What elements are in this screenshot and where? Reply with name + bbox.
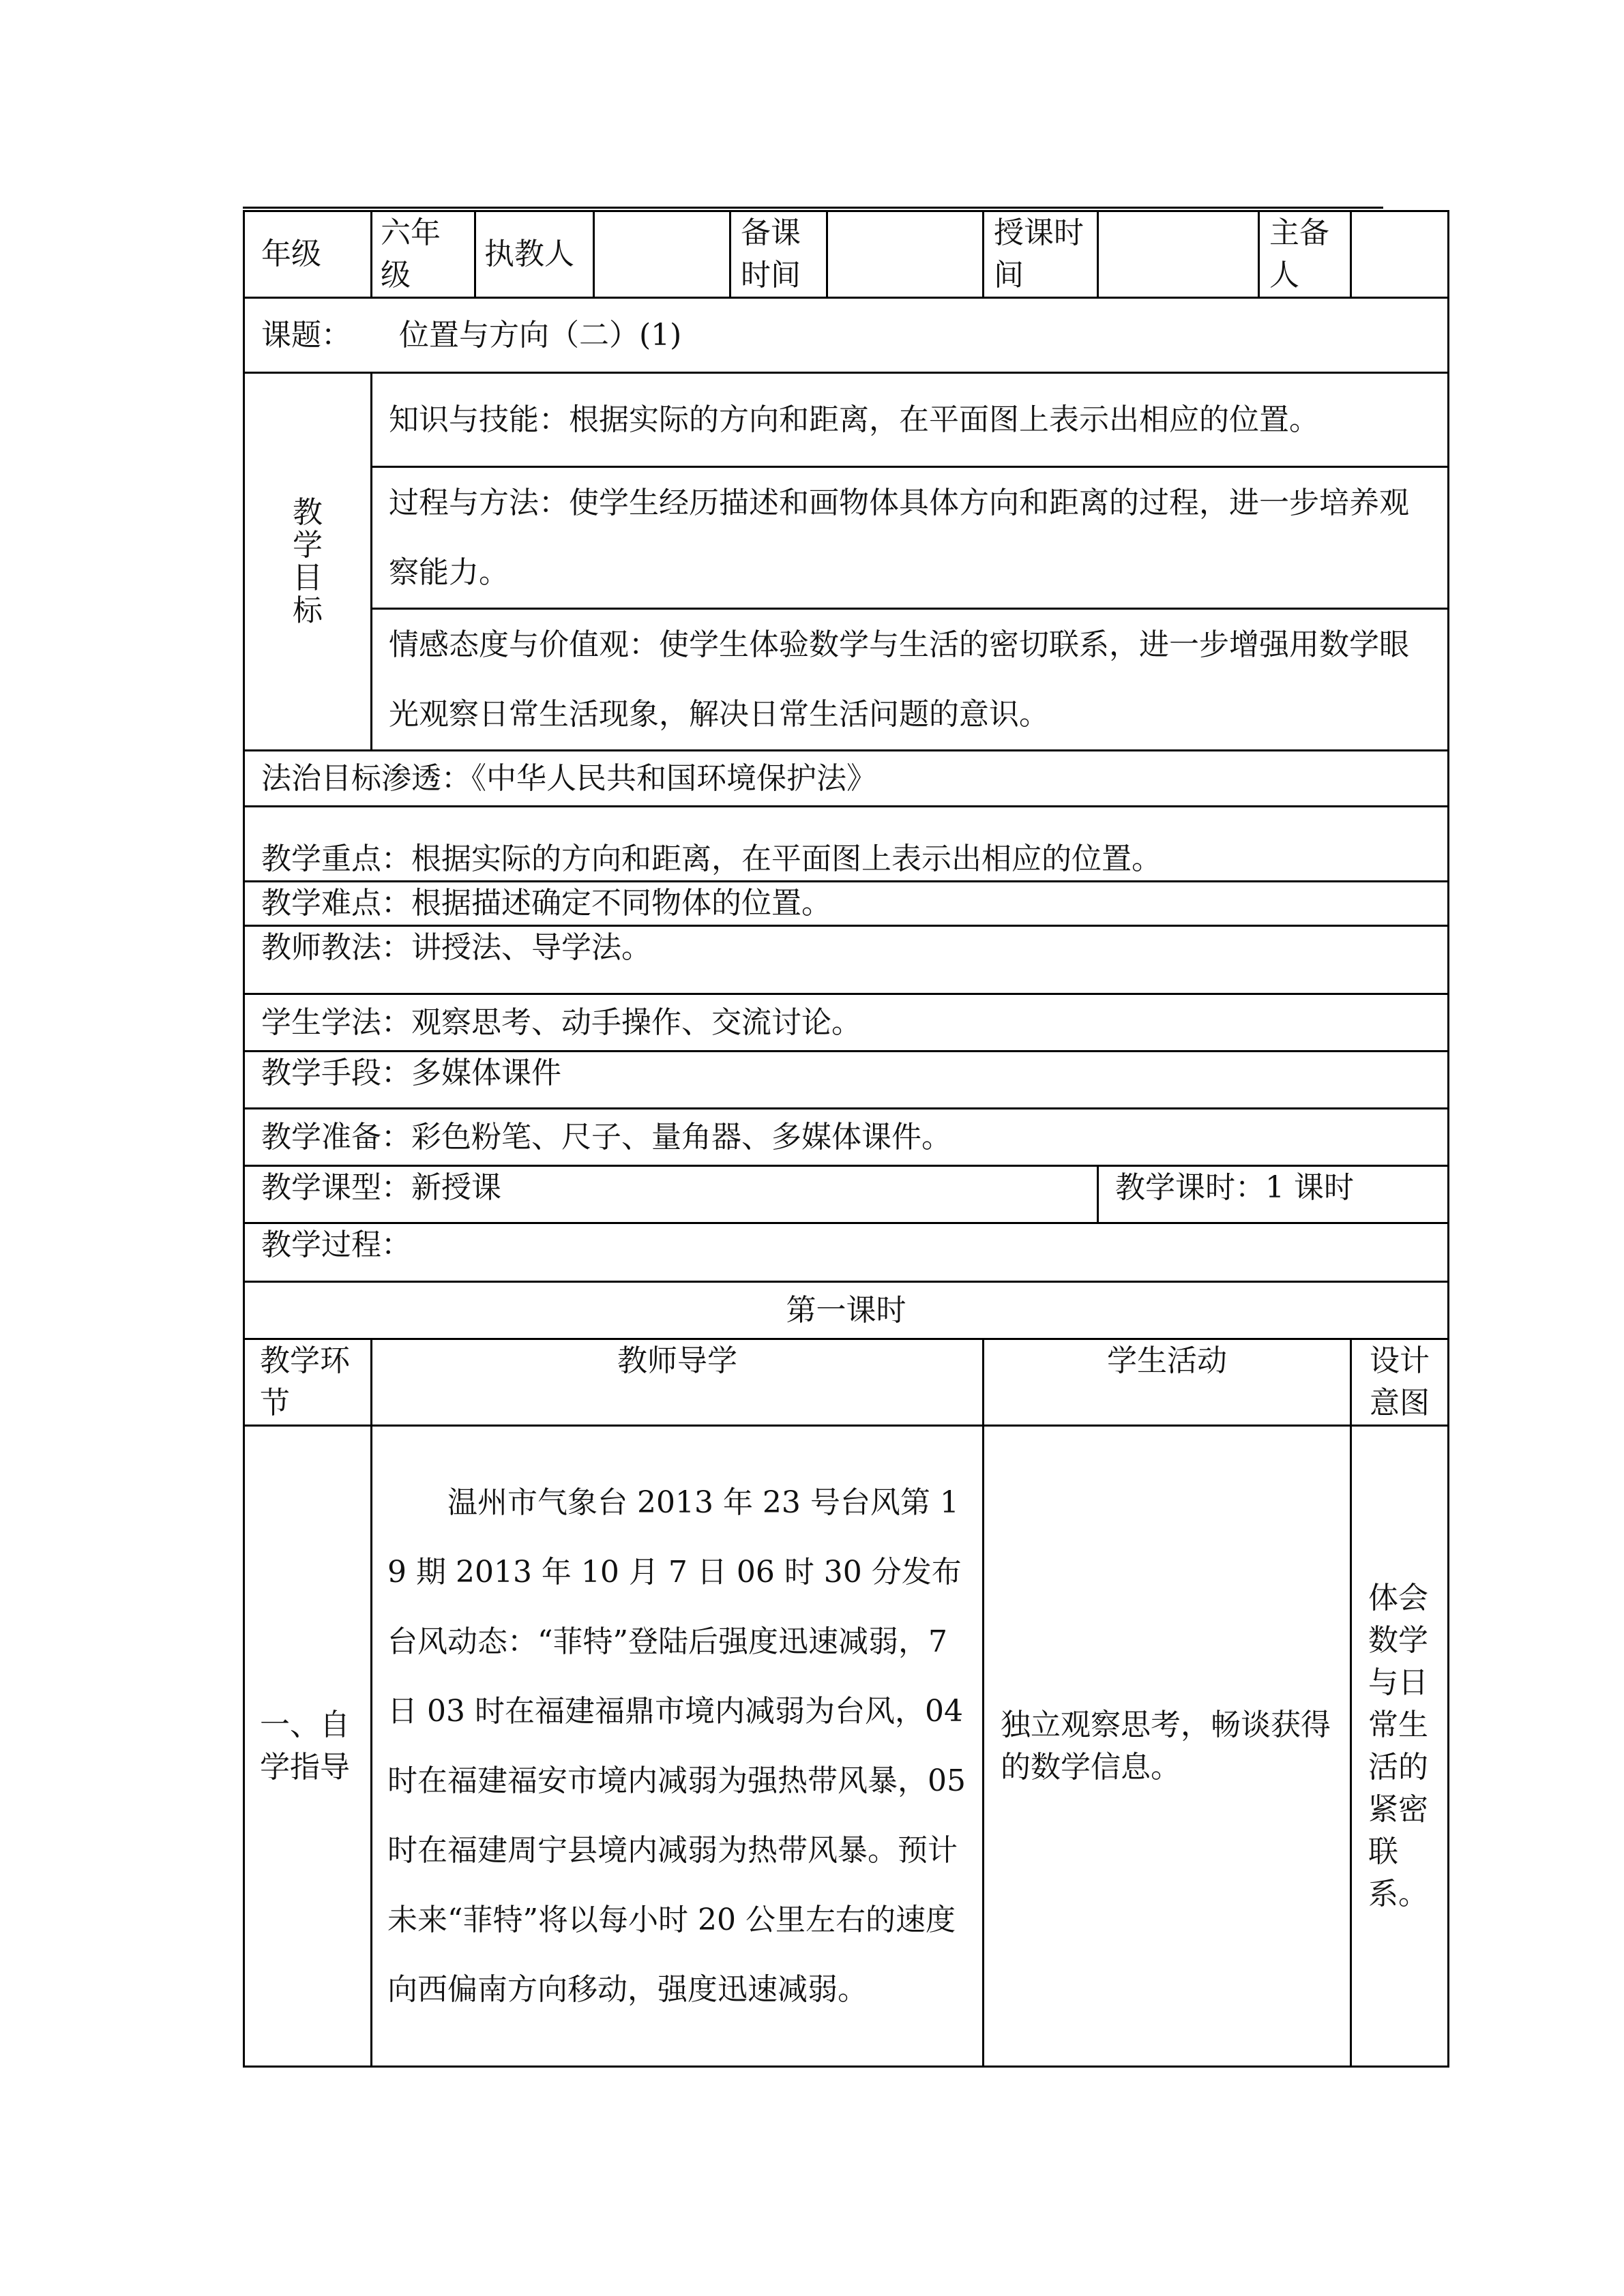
learning-method-row bbox=[244, 994, 1449, 1052]
lead-prep-label: 主备人 bbox=[1259, 211, 1351, 298]
stage-row-1 bbox=[244, 1426, 1449, 2067]
objective-process-row bbox=[244, 467, 1449, 609]
class-time-value bbox=[1098, 211, 1259, 298]
topic-value: 位置与方向（二）(1) bbox=[399, 317, 682, 353]
law-row bbox=[244, 751, 1449, 807]
difficulty-cell: 教学难点：根据描述确定不同物体的位置。 bbox=[244, 882, 1449, 926]
column-header-row bbox=[244, 1339, 1449, 1426]
topic-label: 课题： bbox=[261, 317, 351, 353]
objective-emotion: 情感态度与价值观：使学生体验数学与生活的密切联系，进一步增强用数学眼光观察日常生活现象，解决日常生活问题的意识。 bbox=[372, 609, 1449, 751]
grade-label: 年级 bbox=[244, 211, 372, 298]
preparation-row bbox=[244, 1109, 1449, 1166]
objective-knowledge: 知识与技能：根据实际的方向和距离，在平面图上表示出相应的位置。 bbox=[372, 373, 1449, 467]
objective-emotion-row bbox=[244, 609, 1449, 751]
objective-process: 过程与方法：使学生经历描述和画物体具体方向和距离的过程，进一步培养观察能力。 bbox=[372, 467, 1449, 609]
period-row bbox=[244, 1282, 1449, 1339]
header-row bbox=[244, 211, 1449, 298]
col-design-header: 设计意图 bbox=[1351, 1339, 1449, 1426]
teaching-method-row bbox=[244, 926, 1449, 994]
teacher-label: 执教人 bbox=[475, 211, 594, 298]
teacher-value bbox=[594, 211, 730, 298]
preparation-cell: 教学准备：彩色粉笔、尺子、量角器、多媒体课件。 bbox=[244, 1109, 1449, 1166]
class-time-label: 授课时间 bbox=[984, 211, 1098, 298]
process-label-row bbox=[244, 1223, 1449, 1282]
lesson-plan-table bbox=[243, 210, 1449, 2068]
means-cell: 教学手段：多媒体课件 bbox=[244, 1052, 1449, 1109]
process-label-cell: 教学过程： bbox=[244, 1223, 1449, 1282]
learning-method-cell: 学生学法：观察思考、动手操作、交流讨论。 bbox=[244, 994, 1449, 1052]
prep-time-value bbox=[827, 211, 984, 298]
topic-row bbox=[244, 298, 1449, 373]
topic-cell bbox=[244, 298, 1449, 373]
grade-value: 六年级 bbox=[372, 211, 475, 298]
objectives-label: 教学目标 bbox=[293, 494, 323, 628]
lesson-hours-cell: 教学课时：1 课时 bbox=[1098, 1166, 1449, 1223]
col-stage-header: 教学环节 bbox=[244, 1339, 372, 1426]
col-student-header: 学生活动 bbox=[984, 1339, 1351, 1426]
lead-prep-value bbox=[1351, 211, 1449, 298]
lesson-type-row bbox=[244, 1166, 1449, 1223]
law-cell: 法治目标渗透：《中华人民共和国环境保护法》 bbox=[244, 751, 1449, 807]
key-point-row bbox=[244, 807, 1449, 882]
difficulty-row bbox=[244, 882, 1449, 926]
teaching-method-cell: 教师教法：讲授法、导学法。 bbox=[244, 926, 1449, 994]
header-rule bbox=[243, 207, 1383, 209]
stage-1-label: 一、自学指导 bbox=[244, 1426, 372, 2067]
lesson-type-cell: 教学课型：新授课 bbox=[244, 1166, 1098, 1223]
stage-1-teacher-text: 温州市气象台 2013 年 23 号台风第 19 期 2013 年 10 月 7 日 06 时 30 分发布台风动态：“菲特”登陆后强度迅速减弱，7 日 03 时在福建福鼎市境内减弱为台风，04 时在福建福安市境内减弱为强热带风暴，05 时在福建周宁县境内减弱为热带风暴。预计未来“菲特”将以每小时 20 公里左右的速度向西偏南方向移动，强度迅速减弱。 bbox=[372, 1426, 984, 2067]
col-teacher-header: 教师导学 bbox=[372, 1339, 984, 1426]
objective-knowledge-row bbox=[244, 373, 1449, 467]
prep-time-label: 备课时间 bbox=[730, 211, 827, 298]
stage-1-design-text: 体会数学与日常生活的紧密联系。 bbox=[1351, 1426, 1449, 2067]
key-point-cell: 教学重点：根据实际的方向和距离，在平面图上表示出相应的位置。 bbox=[244, 807, 1449, 882]
objectives-label-cell bbox=[244, 373, 372, 751]
stage-1-student-text: 独立观察思考，畅谈获得的数学信息。 bbox=[984, 1426, 1351, 2067]
means-row bbox=[244, 1052, 1449, 1109]
period-cell: 第一课时 bbox=[244, 1282, 1449, 1339]
